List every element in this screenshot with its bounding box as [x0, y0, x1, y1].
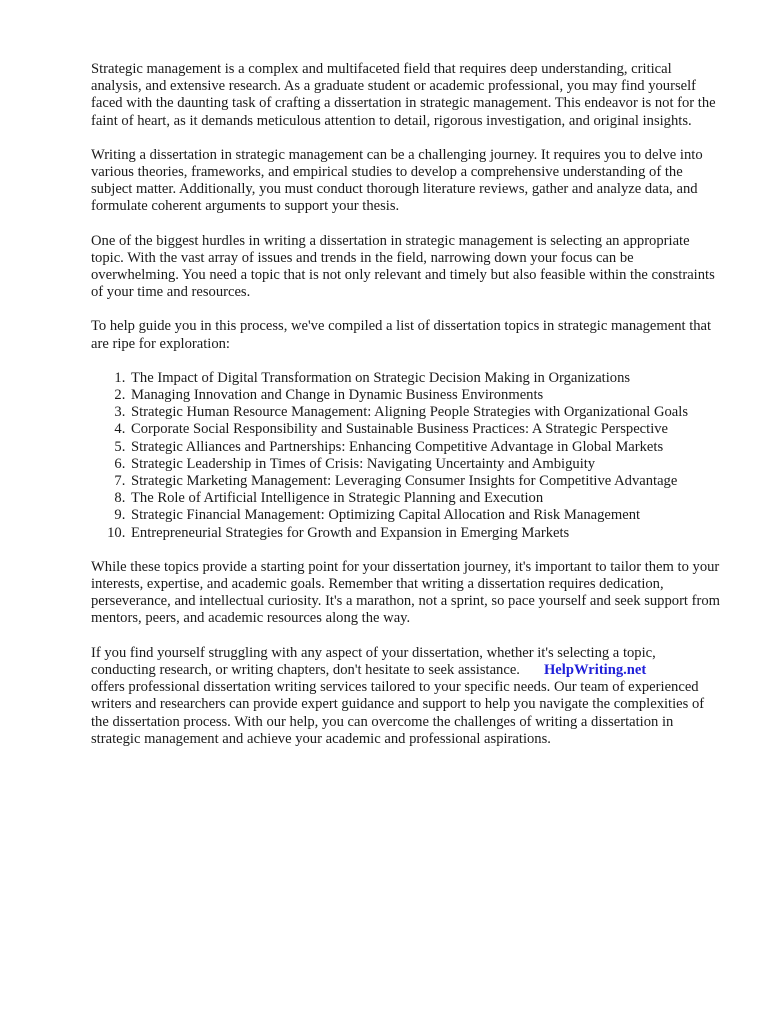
list-item: 6. Strategic Leadership in Times of Crisis: Navigating Uncertainty and Ambiguity: [129, 456, 723, 473]
services-text: offers professional dissertation writing services tailored to your specific needs. Our team of experienced writers and researchers can provide expert guidance and support to help you navigate the complexities of the dissertation process. With our help, you can overcome the challenges of writing a dissertation in strategic management and achieve your academic and professional aspirations.: [91, 679, 705, 747]
list-item: 9. Strategic Financial Management: Optimizing Capital Allocation and Risk Management: [129, 507, 723, 524]
list-item: 4. Corporate Social Responsibility and Sustainable Business Practices: A Strategic Perspective: [129, 421, 723, 438]
topic-list: [91, 370, 723, 542]
list-item: 3. Strategic Human Resource Management: Aligning People Strategies with Organizational Goals: [129, 404, 723, 421]
assistance-text: If you find yourself struggling with any aspect of your dissertation, whether it's selecting a topic, conducting research, or writing chapters, don't hesitate to seek assistance.: [91, 644, 656, 678]
topic-selection-paragraph: One of the biggest hurdles in writing a dissertation in strategic management is selecting an appropriate topic. With the vast array of issues and trends in the field, narrowing down your focus can be overwhelming. You need a topic that is not only relevant and timely but also feasible within the constraints of your time and resources.: [91, 232, 715, 301]
document-page: [91, 61, 723, 765]
list-item: 8. The Role of Artificial Intelligence in Strategic Planning and Execution: [129, 490, 723, 507]
list-item: 10. Entrepreneurial Strategies for Growth and Expansion in Emerging Markets: [129, 525, 723, 542]
challenge-paragraph: Writing a dissertation in strategic management can be a challenging journey. It requires you to delve into various theories, frameworks, and empirical studies to develop a comprehensive understanding of the subject matter. Additionally, you must conduct thorough literature reviews, gather and analyze data, and formulate coherent arguments to support your thesis.: [91, 146, 703, 215]
assistance-paragraph: [91, 645, 723, 748]
list-item: 5. Strategic Alliances and Partnerships: Enhancing Competitive Advantage in Global Markets: [129, 439, 723, 456]
list-item: 7. Strategic Marketing Management: Leveraging Consumer Insights for Competitive Advantage: [129, 473, 723, 490]
list-item: 1. The Impact of Digital Transformation on Strategic Decision Making in Organizations: [129, 370, 723, 387]
guidance-paragraph: While these topics provide a starting point for your dissertation journey, it's important to tailor them to your interests, expertise, and academic goals. Remember that writing a dissertation requires dedication, perseverance, and intellectual curiosity. It's a marathon, not a sprint, so pace yourself and seek support from mentors, peers, and academic resources along the way.: [91, 558, 721, 627]
list-item: 2. Managing Innovation and Change in Dynamic Business Environments: [129, 387, 723, 404]
helpwriting-link[interactable]: HelpWriting.net: [543, 661, 647, 678]
intro-paragraph: Strategic management is a complex and multifaceted field that requires deep understanding, critical analysis, and extensive research. As a graduate student or academic professional, you may find yourself faced with the daunting task of crafting a dissertation in strategic management. This endeavor is not for the faint of heart, as it demands meticulous attention to detail, rigorous investigation, and original insights.: [91, 61, 716, 129]
list-intro-paragraph: To help guide you in this process, we've compiled a list of dissertation topics in strategic management that are ripe for exploration:: [91, 318, 712, 352]
